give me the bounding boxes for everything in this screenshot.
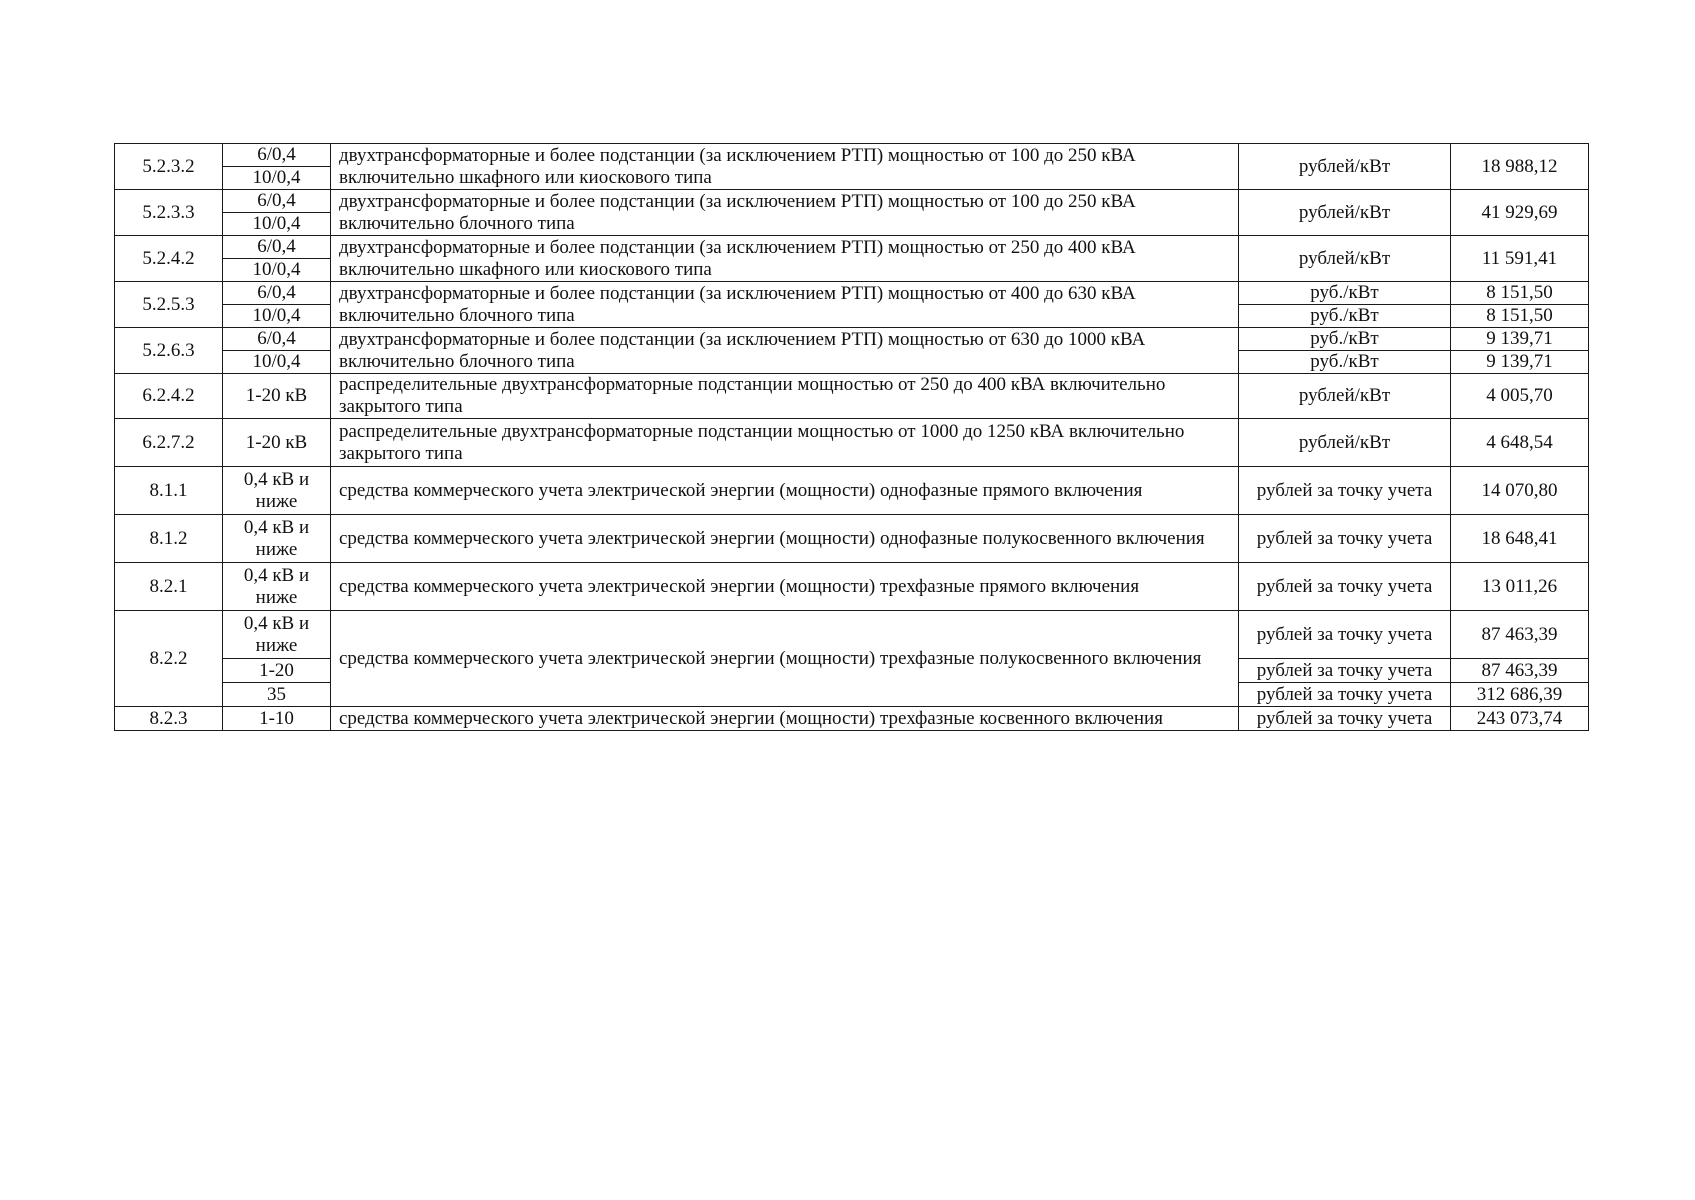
unit-cell: рублей за точку учета <box>1239 683 1451 707</box>
voltage-cell: 6/0,4 <box>223 282 331 305</box>
value-cell: 14 070,80 <box>1451 467 1589 515</box>
table-row <box>115 467 1589 515</box>
voltage-cell: 10/0,4 <box>223 167 331 190</box>
value-cell: 11 591,41 <box>1451 236 1589 282</box>
row-code: 8.2.2 <box>115 611 223 707</box>
table-row <box>115 236 1589 259</box>
table-row <box>115 282 1589 305</box>
table-row <box>115 563 1589 611</box>
description-cell: распределительные двухтрансформаторные подстанции мощностью от 1000 до 1250 кВА включительно закрытого типа <box>331 419 1239 467</box>
voltage-cell: 10/0,4 <box>223 305 331 328</box>
unit-cell: руб./кВт <box>1239 328 1451 351</box>
voltage-cell: 0,4 кВ и ниже <box>223 467 331 515</box>
value-cell: 9 139,71 <box>1451 351 1589 374</box>
row-code: 5.2.3.3 <box>115 190 223 236</box>
value-cell: 18 988,12 <box>1451 144 1589 190</box>
value-cell: 9 139,71 <box>1451 328 1589 351</box>
unit-cell: руб./кВт <box>1239 282 1451 305</box>
table-row <box>115 707 1589 731</box>
unit-cell: рублей/кВт <box>1239 236 1451 282</box>
row-code: 5.2.5.3 <box>115 282 223 328</box>
description-cell: двухтрансформаторные и более подстанции (за исключением РТП) мощностью от 630 до 1000 кВА включительно блочного типа <box>331 328 1239 374</box>
unit-cell: рублей/кВт <box>1239 144 1451 190</box>
description-cell: двухтрансформаторные и более подстанции (за исключением РТП) мощностью от 100 до 250 кВА включительно шкафного или киоскового типа <box>331 144 1239 190</box>
unit-cell: рублей за точку учета <box>1239 467 1451 515</box>
value-cell: 4 648,54 <box>1451 419 1589 467</box>
unit-cell: руб./кВт <box>1239 351 1451 374</box>
row-code: 8.2.1 <box>115 563 223 611</box>
unit-cell: рублей за точку учета <box>1239 707 1451 731</box>
row-code: 6.2.7.2 <box>115 419 223 467</box>
description-cell: двухтрансформаторные и более подстанции (за исключением РТП) мощностью от 100 до 250 кВА включительно блочного типа <box>331 190 1239 236</box>
value-cell: 8 151,50 <box>1451 305 1589 328</box>
voltage-cell: 6/0,4 <box>223 144 331 167</box>
value-cell: 312 686,39 <box>1451 683 1589 707</box>
row-code: 8.2.3 <box>115 707 223 731</box>
description-cell: двухтрансформаторные и более подстанции (за исключением РТП) мощностью от 250 до 400 кВА включительно шкафного или киоскового типа <box>331 236 1239 282</box>
unit-cell: рублей за точку учета <box>1239 563 1451 611</box>
row-code: 8.1.1 <box>115 467 223 515</box>
voltage-cell: 10/0,4 <box>223 213 331 236</box>
table-row <box>115 144 1589 167</box>
description-cell: распределительные двухтрансформаторные подстанции мощностью от 250 до 400 кВА включительно закрытого типа <box>331 374 1239 419</box>
table-row <box>115 611 1589 659</box>
value-cell: 4 005,70 <box>1451 374 1589 419</box>
value-cell: 41 929,69 <box>1451 190 1589 236</box>
voltage-cell: 1-20 кВ <box>223 419 331 467</box>
value-cell: 13 011,26 <box>1451 563 1589 611</box>
row-code: 6.2.4.2 <box>115 374 223 419</box>
table-row <box>115 374 1589 419</box>
description-cell: средства коммерческого учета электрической энергии (мощности) трехфазные косвенного включения <box>331 707 1239 731</box>
table-row <box>115 419 1589 467</box>
row-code: 8.1.2 <box>115 515 223 563</box>
value-cell: 243 073,74 <box>1451 707 1589 731</box>
description-cell: двухтрансформаторные и более подстанции (за исключением РТП) мощностью от 400 до 630 кВА включительно блочного типа <box>331 282 1239 328</box>
voltage-cell: 6/0,4 <box>223 190 331 213</box>
unit-cell: рублей/кВт <box>1239 190 1451 236</box>
voltage-cell: 0,4 кВ и ниже <box>223 515 331 563</box>
unit-cell: рублей/кВт <box>1239 419 1451 467</box>
voltage-cell: 10/0,4 <box>223 259 331 282</box>
table-row <box>115 190 1589 213</box>
tariff-table <box>114 143 1589 731</box>
unit-cell: руб./кВт <box>1239 305 1451 328</box>
value-cell: 87 463,39 <box>1451 659 1589 683</box>
voltage-cell: 35 <box>223 683 331 707</box>
description-cell: средства коммерческого учета электрической энергии (мощности) однофазные прямого включения <box>331 467 1239 515</box>
value-cell: 8 151,50 <box>1451 282 1589 305</box>
unit-cell: рублей/кВт <box>1239 374 1451 419</box>
description-cell: средства коммерческого учета электрической энергии (мощности) трехфазные прямого включения <box>331 563 1239 611</box>
row-code: 5.2.6.3 <box>115 328 223 374</box>
voltage-cell: 1-20 кВ <box>223 374 331 419</box>
voltage-cell: 1-10 <box>223 707 331 731</box>
description-cell: средства коммерческого учета электрической энергии (мощности) однофазные полукосвенного включения <box>331 515 1239 563</box>
voltage-cell: 0,4 кВ и ниже <box>223 563 331 611</box>
row-code: 5.2.4.2 <box>115 236 223 282</box>
unit-cell: рублей за точку учета <box>1239 611 1451 659</box>
unit-cell: рублей за точку учета <box>1239 515 1451 563</box>
value-cell: 87 463,39 <box>1451 611 1589 659</box>
table-row <box>115 328 1589 351</box>
voltage-cell: 6/0,4 <box>223 328 331 351</box>
voltage-cell: 0,4 кВ и ниже <box>223 611 331 659</box>
row-code: 5.2.3.2 <box>115 144 223 190</box>
voltage-cell: 10/0,4 <box>223 351 331 374</box>
description-cell: средства коммерческого учета электрической энергии (мощности) трехфазные полукосвенного включения <box>331 611 1239 707</box>
value-cell: 18 648,41 <box>1451 515 1589 563</box>
unit-cell: рублей за точку учета <box>1239 659 1451 683</box>
table-row <box>115 515 1589 563</box>
voltage-cell: 6/0,4 <box>223 236 331 259</box>
voltage-cell: 1-20 <box>223 659 331 683</box>
